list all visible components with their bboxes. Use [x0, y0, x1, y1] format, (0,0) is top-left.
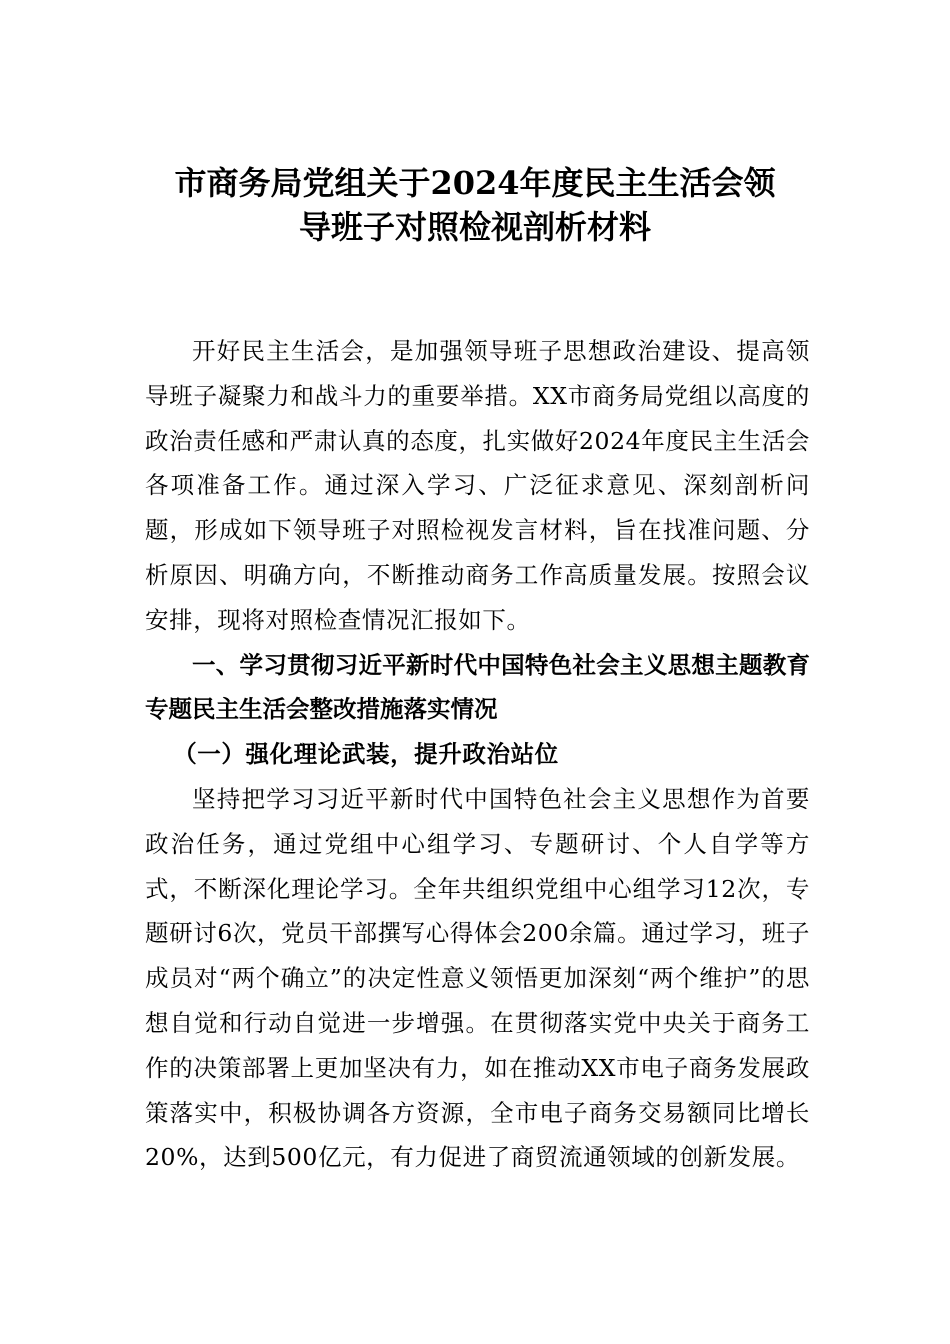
subsection-1-paragraph: 坚持把学习习近平新时代中国特色社会主义思想作为首要政治任务，通过党组中心组学习、专题研讨、个人自学等方式，不断深化理论学习。全年共组织党组中心组学习12次，专题研讨6次，党员干部撰写心得体会200余篇。通过学习，班子成员对“两个确立”的决定性意义领悟更加深刻“两个维护”的思想自觉和行动自觉进一步增强。在贯彻落实党中央关于商务工作的决策部署上更加坚决有力，如在推动XX市电子商务发展政策落实中，积极协调各方资源，全市电子商务交易额同比增长20%，达到500亿元，有力促进了商贸流通领域的创新发展。 — [145, 784, 810, 1172]
document-body — [145, 329, 810, 1180]
document-title-line-1: 市商务局党组关于2024年度民主生活会领 — [174, 164, 776, 202]
document-title-line-2: 导班子对照检视剖析材料 — [298, 208, 651, 246]
subsection-1-heading: （一）强化理论武装，提升政治站位 — [173, 740, 559, 769]
section-1-heading: 一、学习贯彻习近平新时代中国特色社会主义思想主题教育专题民主生活会整改措施落实情况 — [145, 650, 810, 724]
intro-paragraph: 开好民主生活会，是加强领导班子思想政治建设、提高领导班子凝聚力和战斗力的重要举措。XX市商务局党组以高度的政治责任感和严肃认真的态度，扎实做好2024年度民主生活会各项准备工作。通过深入学习、广泛征求意见、深刻剖析问题，形成如下领导班子对照检视发言材料，旨在找准问题、分析原因、明确方向，不断推动商务工作高质量发展。按照会议安排，现将对照检查情况汇报如下。 — [145, 337, 810, 634]
